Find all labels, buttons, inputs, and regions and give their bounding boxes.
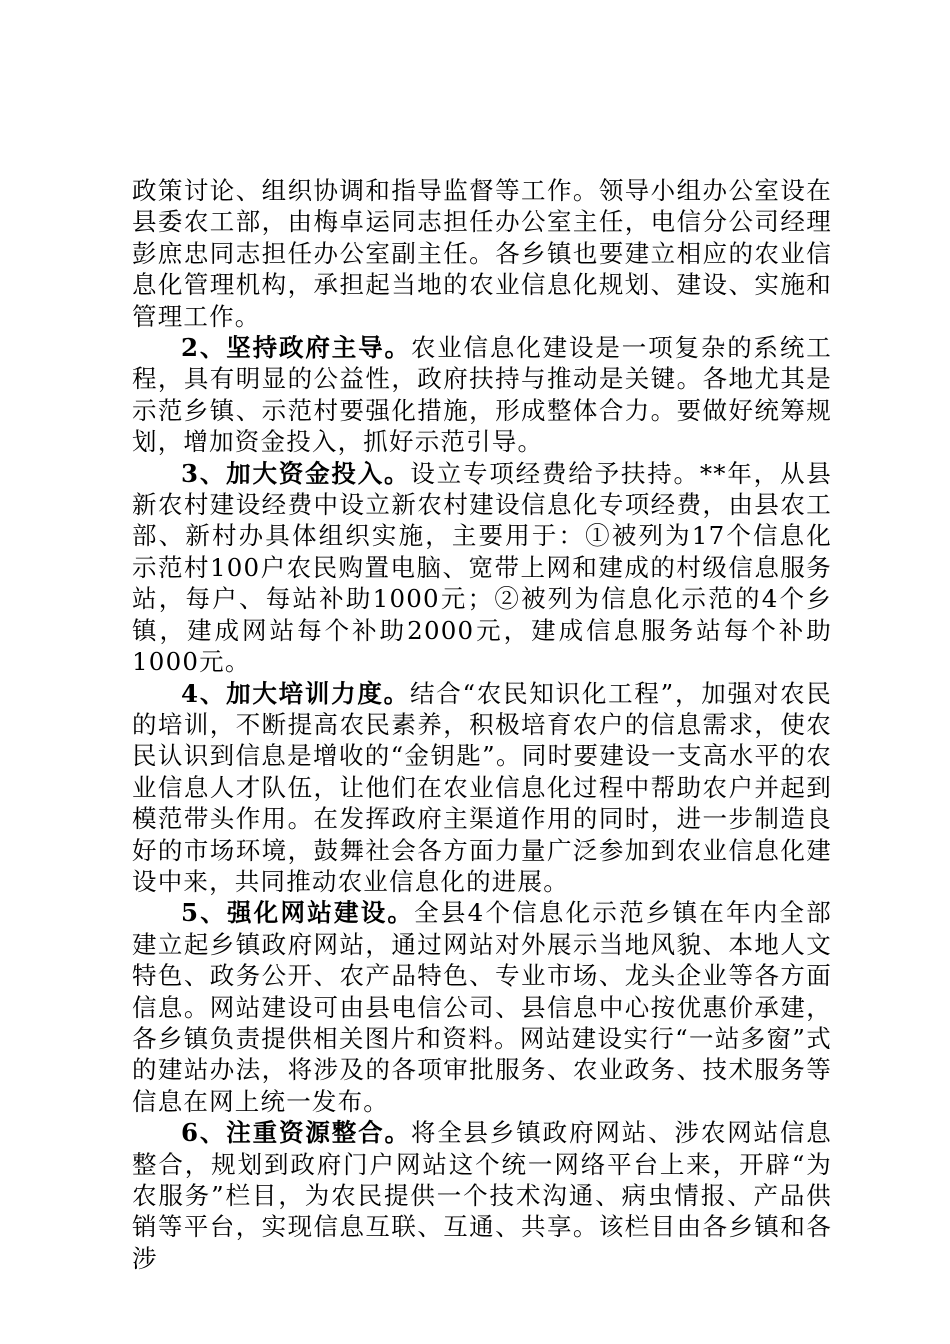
paragraph-text: 政策讨论、组织协调和指导监督等工作。领导小组办公室设在县委农工部，由梅卓运同志担任办公室主任，电信分公司经理彭庶忠同志担任办公室副主任。各乡镇也要建立相应的农业信息化管理机构，承担起当地的农业信息化规划、建设、实施和管理工作。 [132,176,832,331]
paragraph-resource-integration [132,1117,832,1274]
paragraph-text: 结合“农民知识化工程”，加强对农民的培训，不断提高农民素养，积极培育农户的信息需求，使农民认识到信息是增收的“金钥匙”。同时要建设一支高水平的农业信息人才队伍，让他们在农业信息化过程中帮助农户并起到模范带头作用。在发挥政府主渠道作用的同时，进一步制造良好的市场环境，鼓舞社会各方面力量广泛参加到农业信息化建设中来，共同推动农业信息化的进展。 [132,678,832,896]
paragraph-government-lead [132,332,832,458]
paragraph-heading: 2、坚持政府主导。 [181,333,411,363]
paragraph-heading: 3、加大资金投入。 [181,458,411,488]
paragraph-website [132,897,832,1117]
document-body [132,175,832,1274]
paragraph-continuation [132,175,832,332]
paragraph-training [132,678,832,898]
paragraph-text: 将全县乡镇政府网站、涉农网站信息整合，规划到政府门户网站这个统一网络平台上来，开辟“为农服务”栏目，为农民提供一个技术沟通、病虫情报、产品供销等平台，实现信息互联、互通、共享。该栏目由各乡镇和各涉 [132,1118,832,1273]
paragraph-text: 农业信息化建设是一项复杂的系统工程，具有明显的公益性，政府扶持与推动是关键。各地尤其是示范乡镇、示范村要强化措施，形成整体合力。要做好统筹规划，增加资金投入，抓好示范引导。 [132,333,832,457]
paragraph-funding [132,458,832,678]
paragraph-text: 全县4个信息化示范乡镇在年内全部建立起乡镇政府网站，通过网站对外展示当地风貌、本地人文特色、政务公开、农产品特色、专业市场、龙头企业等各方面信息。网站建设可由县电信公司、县信息中心按优惠价承建，各乡镇负责提供相关图片和资料。网站建设实行“一站多窗”式的建站办法，将涉及的各项审批服务、农业政务、技术服务等信息在网上统一发布。 [132,898,832,1116]
paragraph-heading: 4、加大培训力度。 [181,678,410,708]
paragraph-text: 设立专项经费给予扶持。**年，从县新农村建设经费中设立新农村建设信息化专项经费，由县农工部、新村办具体组织实施，主要用于：①被列为17个信息化示范村100户农民购置电脑、宽带上网和建成的村级信息服务站，每户、每站补助1000元；②被列为信息化示范的4个乡镇，建成网站每个补助2000元，建成信息服务站每个补助1000元。 [132,458,832,677]
paragraph-heading: 6、注重资源整合。 [181,1118,411,1148]
paragraph-heading: 5、强化网站建设。 [181,898,415,928]
